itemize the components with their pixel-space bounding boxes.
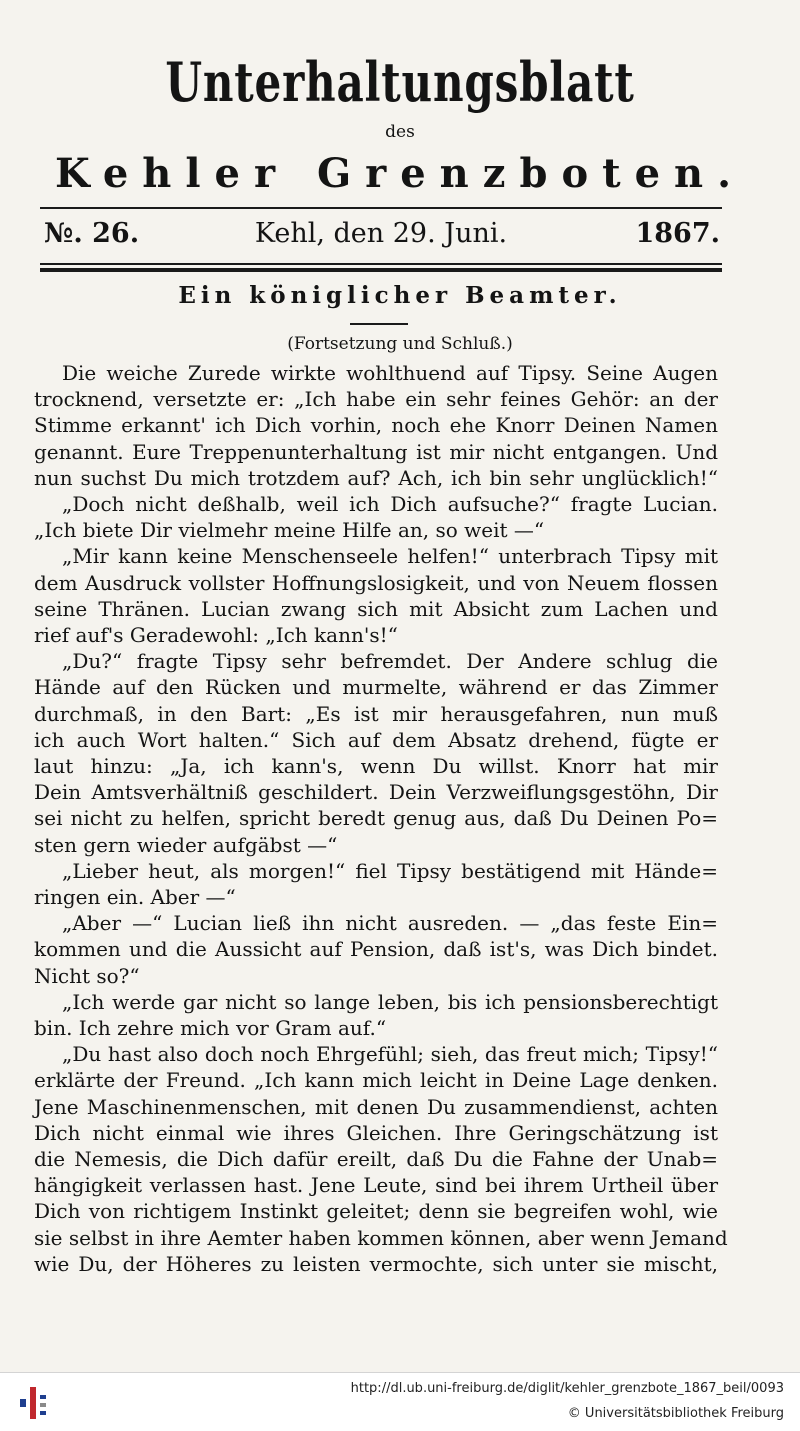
text-line: „Mir kann keine Menschenseele helfen!“ unterbrach Tipsy mit [62, 544, 718, 569]
text-line: hängigkeit verlassen hast. Jene Leute, sind bei ihrem Urtheil über [34, 1173, 718, 1198]
viewer-footer [0, 1372, 800, 1431]
divider-middle [40, 263, 722, 265]
text-line: Stimme erkannt' ich Dich vorhin, noch ehe Knorr Deinen Namen [34, 413, 718, 438]
text-line: dem Ausdruck vollster Hoffnungslosigkeit, und von Neuem flossen [34, 570, 718, 595]
issue-line [40, 218, 722, 258]
text-line: laut hinzu: „Ja, ich kann's, wenn Du willst. Knorr hat mir [34, 754, 718, 778]
text-line: sie selbst in ihre Aemter haben kommen können, aber wenn Jemand [34, 1225, 728, 1250]
text-line: „Doch nicht deßhalb, weil ich Dich aufsuche?“ fragte Lucian. [62, 492, 718, 516]
ub-freiburg-logo-icon[interactable] [18, 1383, 52, 1423]
text-line: „Ich biete Dir vielmehr meine Hilfe an, so weit —“ [34, 518, 545, 543]
text-line: die Nemesis, die Dich dafür ereilt, daß Du die Fahne der Unab= [34, 1147, 718, 1171]
issue-number: №. 26. [44, 218, 140, 249]
text-line: wie Du, der Höheres zu leisten vermochte, sich unter sie mischt, [34, 1251, 718, 1276]
divider-bottom [40, 268, 722, 272]
masthead-title: Unterhaltungsblatt [165, 50, 635, 114]
text-line: „Du hast also doch noch Ehrgefühl; sieh, das freut mich; Tipsy!“ [62, 1042, 718, 1067]
text-line: Nicht so?“ [34, 963, 140, 988]
continuation-note: (Fortsetzung und Schluß.) [287, 334, 513, 354]
text-line: Hände auf den Rücken und murmelte, während er das Zimmer [34, 675, 718, 700]
title-rule [350, 323, 408, 325]
text-line: bin. Ich zehre mich vor Gram auf.“ [34, 1016, 387, 1040]
text-line: „Lieber heut, als morgen!“ fiel Tipsy bestätigend mit Hände= [62, 858, 718, 883]
text-line: erklärte der Freund. „Ich kann mich leicht in Deine Lage denken. [34, 1068, 718, 1093]
issue-year: 1867. [635, 218, 720, 249]
text-line: sei nicht zu helfen, spricht beredt genug aus, daß Du Deinen Po= [34, 806, 718, 831]
text-line: Jene Maschinenmenschen, mit denen Du zusammendienst, achten [34, 1094, 718, 1119]
text-line: Dich von richtigem Instinkt geleitet; denn sie begreifen wohl, wie [34, 1199, 718, 1224]
divider-top [40, 207, 722, 209]
text-line: „Ich werde gar nicht so lange leben, bis ich pensionsberechtigt [62, 989, 718, 1014]
masthead-des: des [385, 122, 415, 142]
masthead-subtitle: Kehler Grenzboten. [54, 150, 746, 197]
text-line: Dich nicht einmal wie ihres Gleichen. Ihre Geringschätzung ist [34, 1120, 718, 1145]
text-line: „Aber —“ Lucian ließ ihn nicht ausreden. — „das feste Ein= [62, 911, 718, 936]
article-title: Ein königlicher Beamter. [178, 282, 622, 309]
text-line: trocknend, versetzte er: „Ich habe ein sehr feines Gehör: an der [34, 387, 718, 412]
text-line: ringen ein. Aber —“ [34, 885, 236, 909]
text-line: nun suchst Du mich trotzdem auf? Ach, ich bin sehr unglücklich!“ [34, 465, 718, 490]
issue-date: Kehl, den 29. Juni. [254, 218, 508, 249]
copyright-notice: © Universitätsbibliothek Freiburg [567, 1406, 784, 1421]
text-line: Dein Amtsverhältniß geschildert. Dein Verzweiflungsgestöhn, Dir [34, 780, 718, 805]
text-line: rief auf's Geradewohl: „Ich kann's!“ [34, 623, 398, 647]
text-line: durchmaß, in den Bart: „Es ist mir herausgefahren, nun muß [34, 701, 718, 726]
text-line: „Du?“ fragte Tipsy sehr befremdet. Der Andere schlug die [62, 649, 718, 674]
text-line: ich auch Wort halten.“ Sich auf dem Absatz drehend, fügte er [34, 727, 718, 752]
text-line: sten gern wieder aufgäbst —“ [34, 832, 338, 857]
text-line: Die weiche Zurede wirkte wohlthuend auf Tipsy. Seine Augen [62, 361, 718, 385]
source-url[interactable]: http://dl.ub.uni-freiburg.de/diglit/kehler_grenzbote_1867_beil/0093 [350, 1381, 784, 1396]
text-line: kommen und die Aussicht auf Pension, daß ist's, was Dich bindet. [34, 937, 718, 962]
text-line: genannt. Eure Treppenunterhaltung ist mir nicht entgangen. Und [34, 439, 718, 464]
text-line: seine Thränen. Lucian zwang sich mit Absicht zum Lachen und [34, 596, 718, 621]
